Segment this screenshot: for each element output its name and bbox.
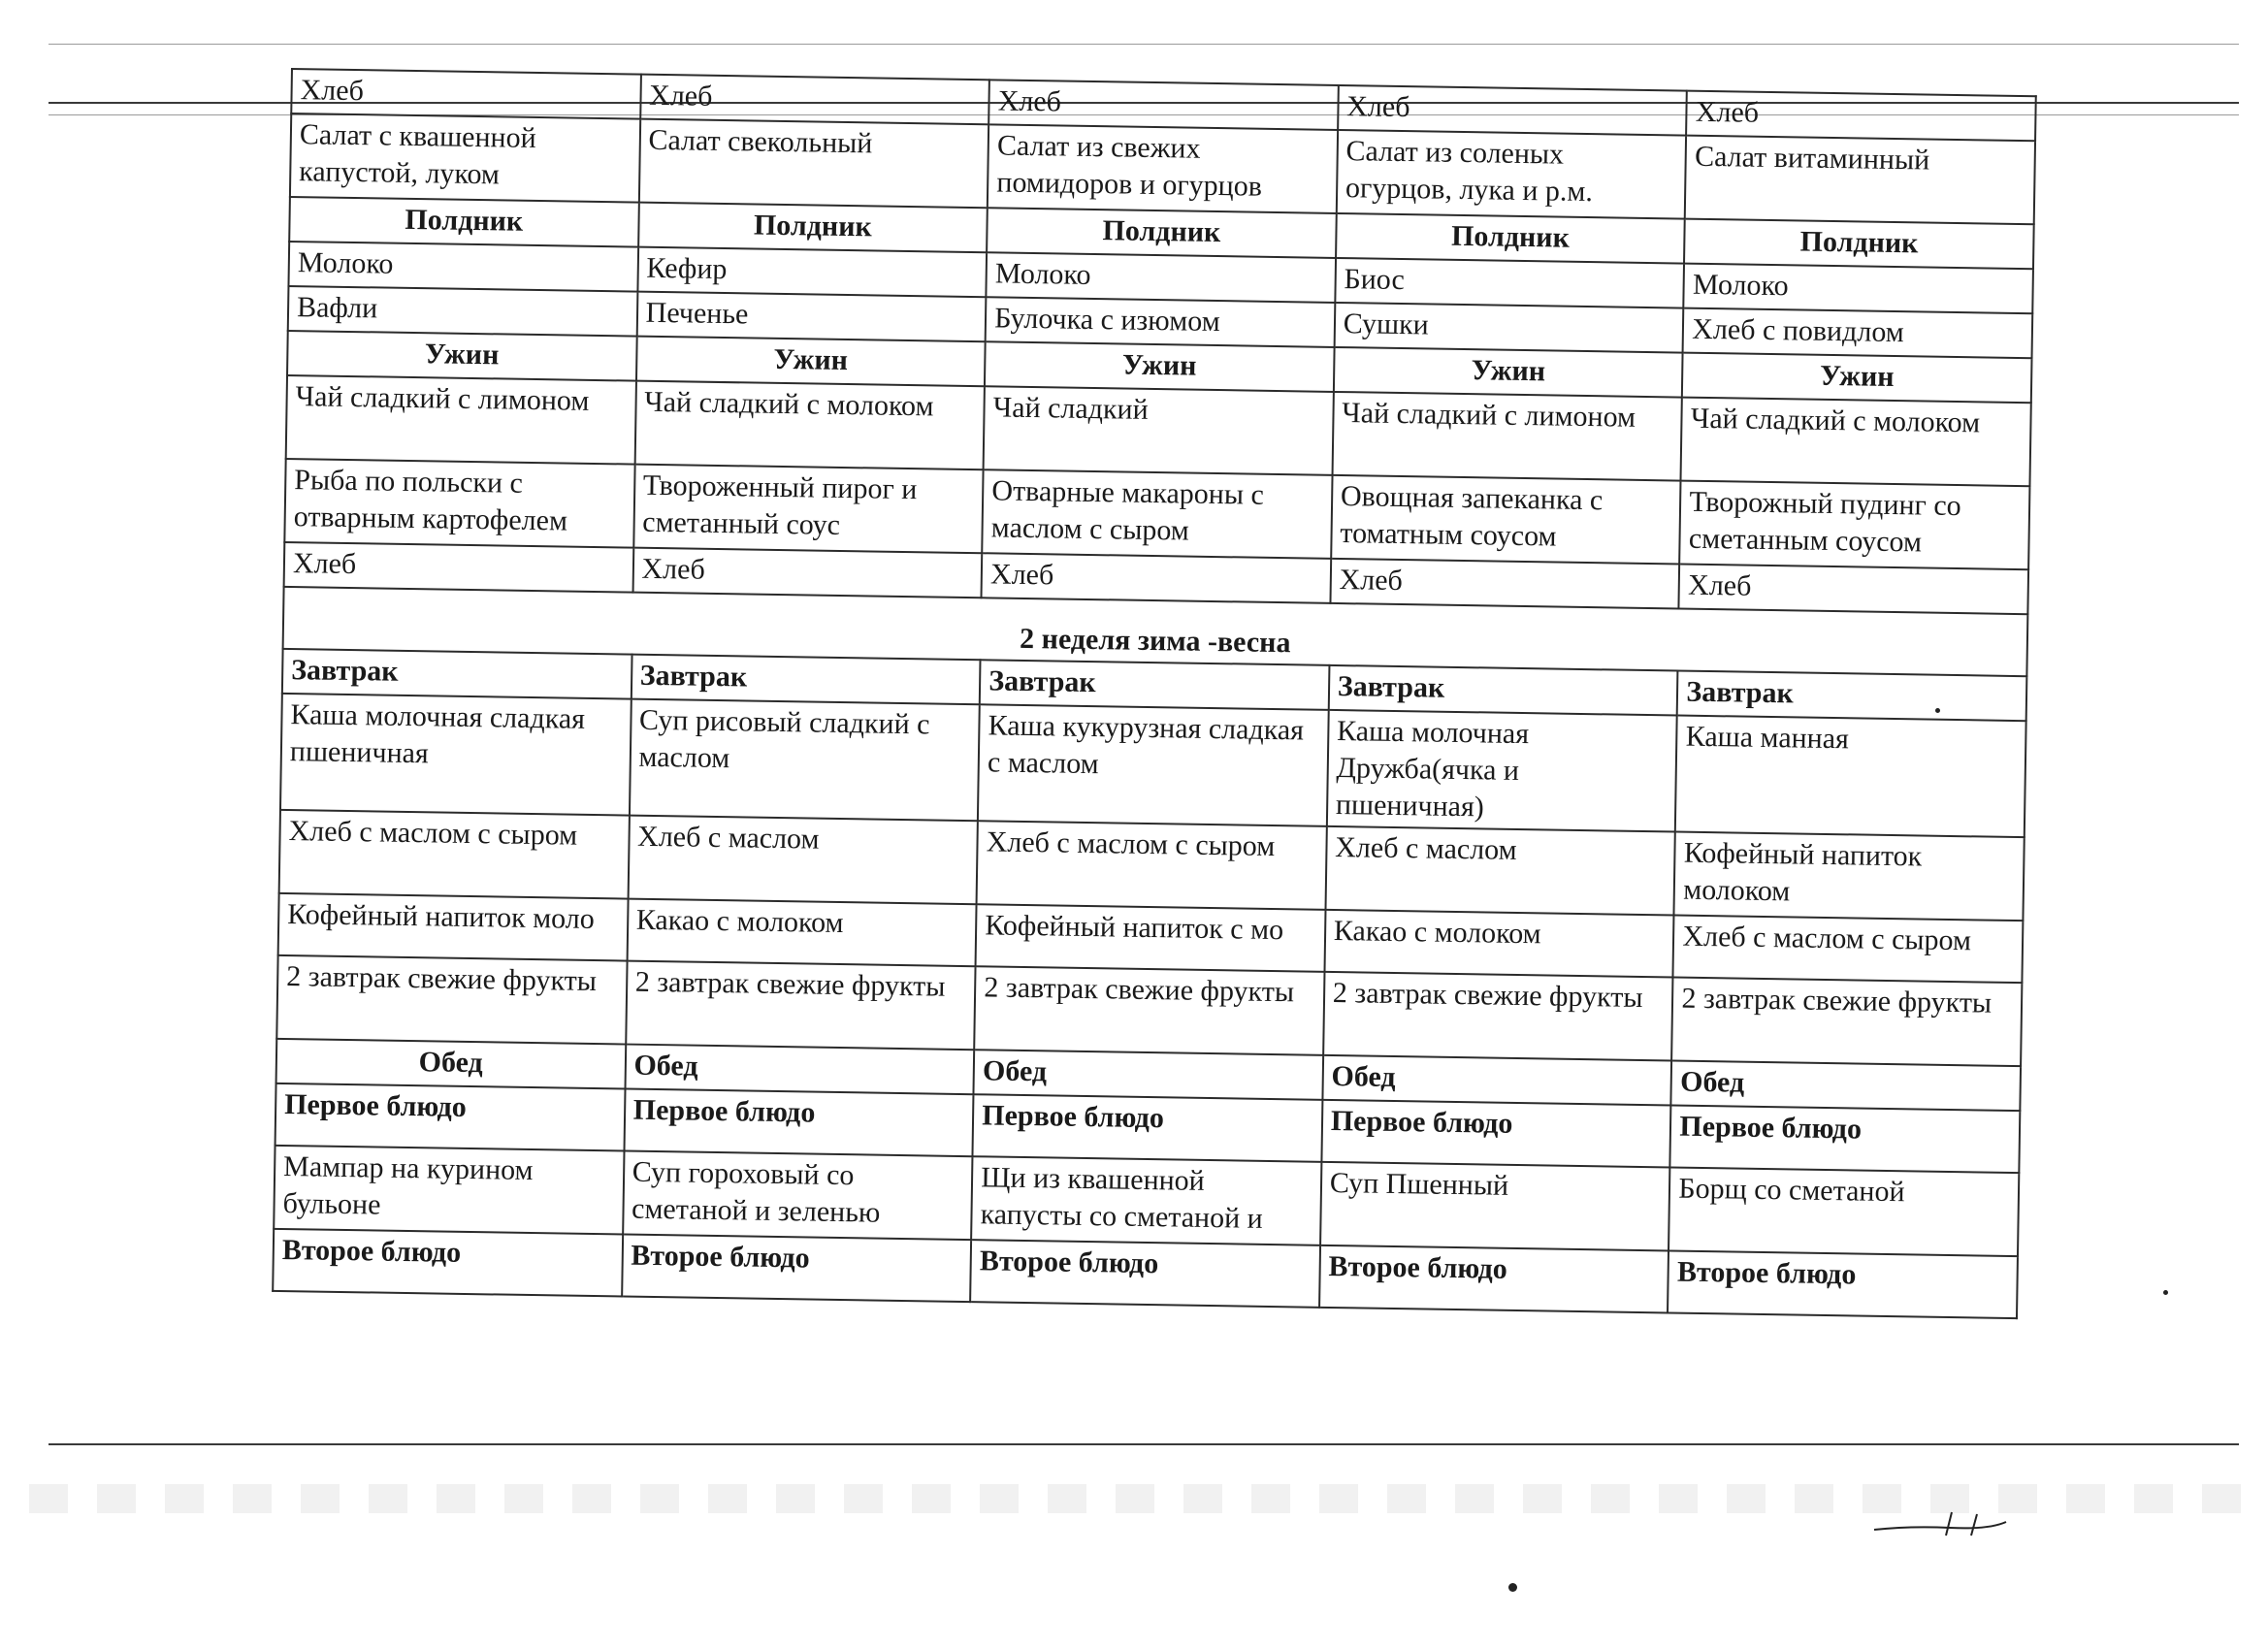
table-cell: 2 завтрак свежие фрукты bbox=[626, 961, 976, 1051]
section-heading: Полдник bbox=[1684, 219, 2033, 270]
table-cell: Биос bbox=[1335, 258, 1684, 308]
section-heading: Первое блюдо bbox=[624, 1089, 974, 1157]
table-cell: Суп Пшенный bbox=[1320, 1162, 1670, 1251]
table-cell: Хлеб bbox=[640, 75, 989, 125]
table-cell: Кофейный напиток с мо bbox=[976, 904, 1326, 972]
table-cell: Какао с молоком bbox=[627, 899, 977, 967]
ink-dot bbox=[1508, 1583, 1517, 1592]
section-heading: Первое блюдо bbox=[1670, 1105, 2021, 1173]
section-heading: Первое блюдо bbox=[275, 1083, 626, 1151]
section-heading: Полдник bbox=[1336, 213, 1685, 264]
signature-mark bbox=[1872, 1508, 2008, 1537]
table-cell: Салат из соленых огурцов, лука и р.м. bbox=[1337, 130, 1687, 219]
table-cell: Вафли bbox=[288, 286, 637, 337]
table-cell: Каша манная bbox=[1675, 716, 2025, 838]
table-cell: Овощная запеканка с томатным соусом bbox=[1331, 475, 1681, 565]
table-cell: Хлеб bbox=[284, 542, 633, 593]
menu-table bbox=[272, 68, 2037, 1319]
table-cell: Твороженный пирог и сметанный соус bbox=[633, 465, 984, 554]
table-cell: Суп рисовый сладкий с маслом bbox=[630, 699, 980, 822]
table-cell: Хлеб bbox=[1679, 565, 2028, 615]
table-cell: Хлеб с повидлом bbox=[1683, 308, 2032, 359]
table-cell: Хлеб bbox=[1330, 559, 1679, 609]
section-heading: Полдник bbox=[289, 197, 638, 247]
table-cell: Сушки bbox=[1334, 303, 1683, 353]
table-cell: Мампар на курином бульоне bbox=[274, 1146, 624, 1235]
table-cell: Творожный пудинг со сметанным соусом bbox=[1680, 481, 2030, 570]
table-cell: Каша молочная сладкая пшеничная bbox=[280, 694, 631, 816]
section-heading: Полдник bbox=[987, 208, 1336, 258]
table-cell: Салат свекольный bbox=[638, 119, 988, 209]
table-cell: Каша кукурузная сладкая с маслом bbox=[978, 704, 1328, 826]
table-cell: Кефир bbox=[637, 247, 987, 298]
section-heading: Обед bbox=[974, 1050, 1323, 1100]
section-heading: Второе блюдо bbox=[622, 1235, 972, 1303]
section-heading: Ужин bbox=[1682, 353, 2031, 404]
table-cell: Чай сладкий с молоком bbox=[1681, 398, 2031, 487]
table-cell: Кофейный напиток молоком bbox=[1674, 832, 2025, 922]
section-heading: Второе блюдо bbox=[970, 1240, 1320, 1308]
table-cell: Каша молочная Дружба(ячка и пшеничная) bbox=[1327, 710, 1677, 832]
table-cell: Хлеб с маслом с сыром bbox=[1673, 916, 2024, 984]
table-cell: Хлеб bbox=[988, 80, 1338, 130]
table-cell: Хлеб bbox=[291, 69, 640, 119]
section-heading: Завтрак bbox=[980, 660, 1329, 710]
table-cell: Салат витаминный bbox=[1685, 136, 2035, 225]
table-cell: Чай сладкий с молоком bbox=[634, 381, 985, 470]
section-heading: Ужин bbox=[1334, 347, 1683, 398]
table-cell: Булочка с изюмом bbox=[986, 297, 1335, 347]
table-cell: Хлеб bbox=[982, 553, 1331, 603]
table-cell: Хлеб bbox=[1686, 91, 2035, 142]
ink-dot bbox=[1935, 708, 1940, 713]
section-heading: Обед bbox=[276, 1039, 626, 1089]
table-cell: Борщ со сметаной bbox=[1669, 1167, 2019, 1256]
table-cell: Хлеб bbox=[1338, 85, 1687, 136]
section-heading: Обед bbox=[1322, 1055, 1671, 1106]
table-cell: Салат из свежих помидоров и огурцов bbox=[988, 124, 1338, 213]
section-heading: Завтрак bbox=[282, 649, 632, 699]
table-cell: 2 завтрак свежие фрукты bbox=[974, 966, 1324, 1055]
table-cell: 2 завтрак свежие фрукты bbox=[1671, 977, 2022, 1066]
table-cell: Печенье bbox=[636, 292, 986, 342]
section-heading: Второе блюдо bbox=[1319, 1245, 1669, 1313]
section-heading: Ужин bbox=[985, 341, 1334, 392]
table-cell: 2 завтрак свежие фрукты bbox=[276, 955, 627, 1045]
week-title: 2 неделя зима -весна bbox=[283, 587, 2028, 676]
table-cell: 2 завтрак свежие фрукты bbox=[1323, 972, 1673, 1061]
table-cell: Суп гороховый со сметаной и зеленью bbox=[623, 1151, 973, 1241]
table-cell: Хлеб с маслом bbox=[628, 816, 978, 905]
table-cell: Хлеб с маслом bbox=[1325, 826, 1675, 916]
section-heading: Обед bbox=[1671, 1060, 2021, 1111]
table-cell: Молоко bbox=[1684, 264, 2033, 314]
table-cell: Хлеб с маслом с сыром bbox=[977, 821, 1327, 910]
table-cell: Молоко bbox=[987, 252, 1336, 303]
section-heading: Второе блюдо bbox=[273, 1229, 623, 1297]
table-cell: Рыба по польски с отварным картофелем bbox=[284, 459, 634, 548]
section-heading: Ужин bbox=[287, 331, 636, 381]
section-heading: Второе блюдо bbox=[1668, 1250, 2018, 1318]
section-heading: Завтрак bbox=[1677, 671, 2026, 722]
table-cell: Чай сладкий bbox=[984, 386, 1334, 475]
menu-sheet bbox=[272, 68, 2076, 1320]
section-heading: Первое блюдо bbox=[973, 1094, 1323, 1162]
table-cell: Чай сладкий с лимоном bbox=[1332, 392, 1682, 481]
table-cell: Чай сладкий с лимоном bbox=[286, 375, 636, 465]
table-cell: Хлеб с маслом с сыром bbox=[279, 810, 630, 899]
section-heading: Первое блюдо bbox=[1321, 1100, 1671, 1168]
scan-border-top bbox=[49, 44, 2239, 45]
table-cell: Отварные макароны с маслом с сыром bbox=[982, 469, 1332, 559]
section-heading: Обед bbox=[625, 1045, 974, 1095]
section-heading: Ужин bbox=[636, 337, 986, 387]
table-cell: Салат с квашенной капустой, луком bbox=[290, 113, 640, 203]
table-cell: Щи из квашенной капусты со сметаной и bbox=[971, 1156, 1321, 1245]
ink-dot bbox=[2163, 1290, 2168, 1295]
section-heading: Завтрак bbox=[1329, 665, 1678, 716]
section-heading: Полдник bbox=[638, 203, 988, 253]
table-cell: Молоко bbox=[288, 242, 637, 292]
table-cell: Хлеб bbox=[632, 548, 982, 598]
table-cell: Кофейный напиток моло bbox=[278, 893, 629, 961]
section-heading: Завтрак bbox=[631, 655, 980, 705]
scan-border-bottom bbox=[49, 1443, 2239, 1445]
table-cell: Какао с молоком bbox=[1324, 910, 1674, 978]
